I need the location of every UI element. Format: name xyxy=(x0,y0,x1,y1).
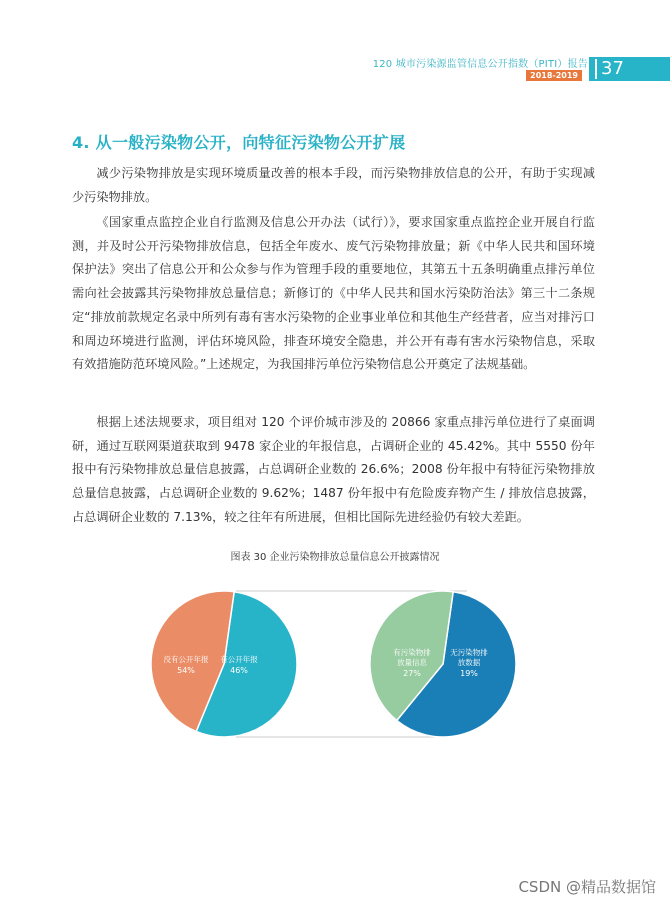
section-heading: 4. 从一般污染物公开，向特征污染物公开扩展 xyxy=(72,133,406,152)
chart-caption: 图表 30 企业污染物排放总量信息公开披露情况 xyxy=(230,552,440,563)
pie-slice-label: 无污染物排放数据 xyxy=(450,648,488,667)
paragraph-1-text: 减少污染物排放是实现环境质量改善的根本手段，而污染物排放信息的公开，有助于实现减少污染物排放。 xyxy=(72,166,595,204)
paragraph-1 xyxy=(72,162,595,209)
watermark: CSDN @精品数据馆 xyxy=(518,878,656,896)
header-years-badge: 2018-2019 xyxy=(526,70,582,81)
page-number: 37 xyxy=(595,59,624,79)
header-report-title: 120 城市污染源监管信息公开指数（PITI）报告 xyxy=(372,59,588,70)
pie-slice-value: 19% xyxy=(460,669,478,678)
pie-slice-value: 54% xyxy=(177,666,195,675)
pie-slice-label: 有污染物排放量信息 xyxy=(393,648,431,667)
pie-slice-label: 没有公开年报 xyxy=(163,655,209,664)
pie-slice-value: 27% xyxy=(403,669,421,678)
page-number-box xyxy=(589,57,670,81)
paragraph-2-text: 《国家重点监控企业自行监测及信息公开办法（试行）》，要求国家重点监控企业开展自行监测，并及时公开污染物排放信息，包括全年废水、废气污染物排放量；新《中华人民共和国环境保护法》突出了信息公开和公众参与作为管理手段的重要地位，其第五十五条明确重点排污单位需向社会披露其污染物排放总量信息；新修订的《中华人民共和国水污染防治法》第三十二条规定“排放前款规定名录中所列有毒有害水污染物的企业事业单位和其他生产经营者，应当对排污口和周边环境进行监测，评估环境风险，排查环境安全隐患，并公开有毒有害水污染物信息，采取有效措施防范环境风险。”上述规定，为我国排污单位污染物信息公开奠定了法规基础。 xyxy=(72,215,595,372)
paragraph-3-text: 根据上述法规要求，项目组对 120 个评价城市涉及的 20866 家重点排污单位进行了桌面调研，通过互联网渠道获取到 9478 家企业的年报信息，占调研企业的 45.42%。其中 5550 份年报中有污染物排放总量信息披露，占总调研企业数的 26.6%；2008 份年报中有特征污染物排放总量信息披露，占总调研企业数的 9.62%；1487 份年报中有危险废弃物产生 / 排放信息披露，占总调研企业数的 7.13%，较之往年有所进展，但相比国际先进经验仍有较大差距。 xyxy=(72,415,595,524)
pie-charts xyxy=(0,560,670,760)
paragraph-3 xyxy=(72,411,595,530)
pie-slice-value: 46% xyxy=(230,666,248,675)
paragraph-2 xyxy=(72,211,595,377)
pie-chart-emission-disclosure xyxy=(370,591,516,737)
pie-slice-label: 有公开年报 xyxy=(220,655,258,664)
pie-chart-annual-report xyxy=(151,591,297,737)
